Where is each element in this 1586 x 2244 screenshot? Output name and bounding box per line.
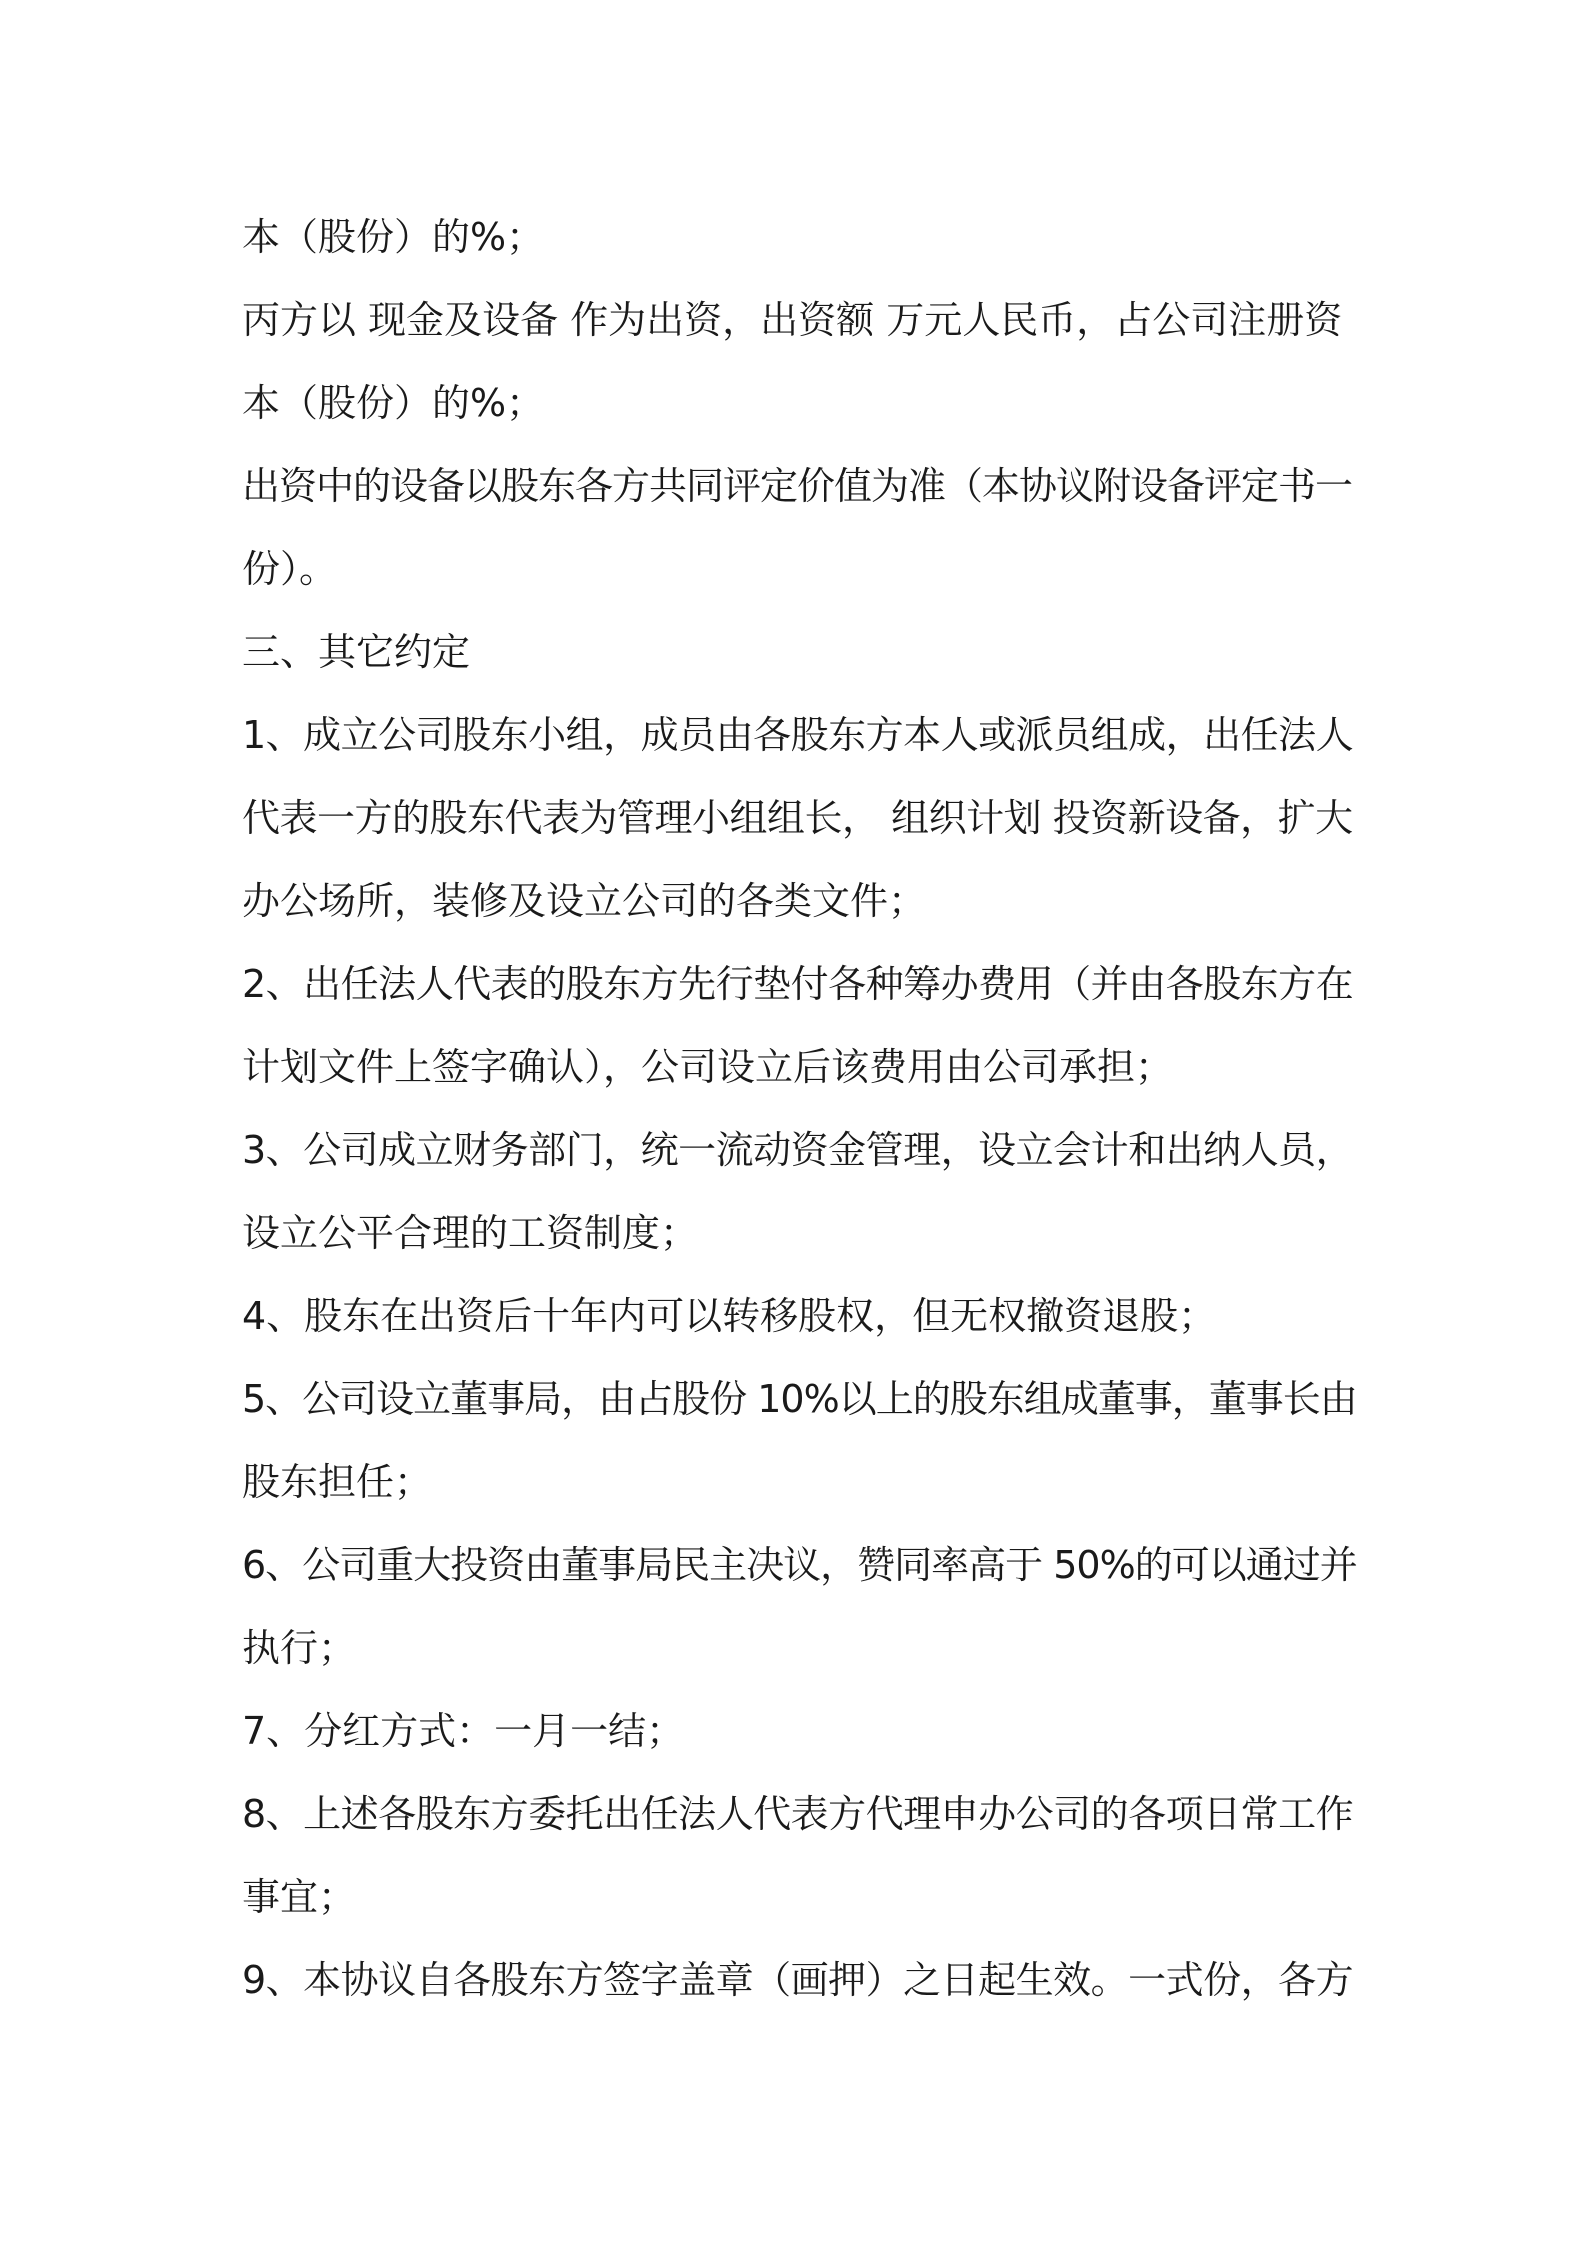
text-line: 股东担任； <box>242 1460 433 1504</box>
text-line: 丙方以 现金及设备 作为出资，出资额 万元人民币，占公司注册资 <box>242 298 1343 342</box>
text-line: 份）。 <box>242 547 338 591</box>
text-line: 7、分红方式：一月一结； <box>242 1709 685 1753</box>
text-line: 计划文件上签字确认），公司设立后该费用由公司承担； <box>242 1045 1174 1089</box>
text-line: 代表一方的股东代表为管理小组组长， 组织计划 投资新设备，扩大 <box>242 796 1353 840</box>
text-line: 设立公平合理的工资制度； <box>242 1211 699 1255</box>
text-line: 本（股份）的%； <box>242 215 545 259</box>
text-line: 办公场所，装修及设立公司的各类文件； <box>242 879 927 923</box>
text-line: 6、公司重大投资由董事局民主决议，赞同率高于 50%的可以通过并 <box>242 1543 1357 1587</box>
text-line: 9、本协议自各股东方签字盖章（画押）之日起生效。一式份，各方 <box>242 1958 1354 2002</box>
document-body <box>242 196 1362 2022</box>
text-line: 2、出任法人代表的股东方先行垫付各种筹办费用（并由各股东方在 <box>242 962 1354 1006</box>
text-line: 4、股东在出资后十年内可以转移股权，但无权撤资退股； <box>242 1294 1217 1338</box>
text-line: 执行； <box>242 1626 357 1670</box>
text-line: 8、上述各股东方委托出任法人代表方代理申办公司的各项日常工作 <box>242 1792 1354 1836</box>
text-line: 5、公司设立董事局，由占股份 10%以上的股东组成董事，董事长由 <box>242 1377 1357 1421</box>
text-line: 本（股份）的%； <box>242 381 545 425</box>
text-line: 3、公司成立财务部门，统一流动资金管理，设立会计和出纳人员， <box>242 1128 1354 1172</box>
text-line: 1、成立公司股东小组，成员由各股东方本人或派员组成，出任法人 <box>242 713 1354 757</box>
section-heading: 三、其它约定 <box>242 630 471 674</box>
text-line: 事宜； <box>242 1875 357 1919</box>
text-line: 出资中的设备以股东各方共同评定价值为准（本协议附设备评定书一 <box>242 464 1353 508</box>
